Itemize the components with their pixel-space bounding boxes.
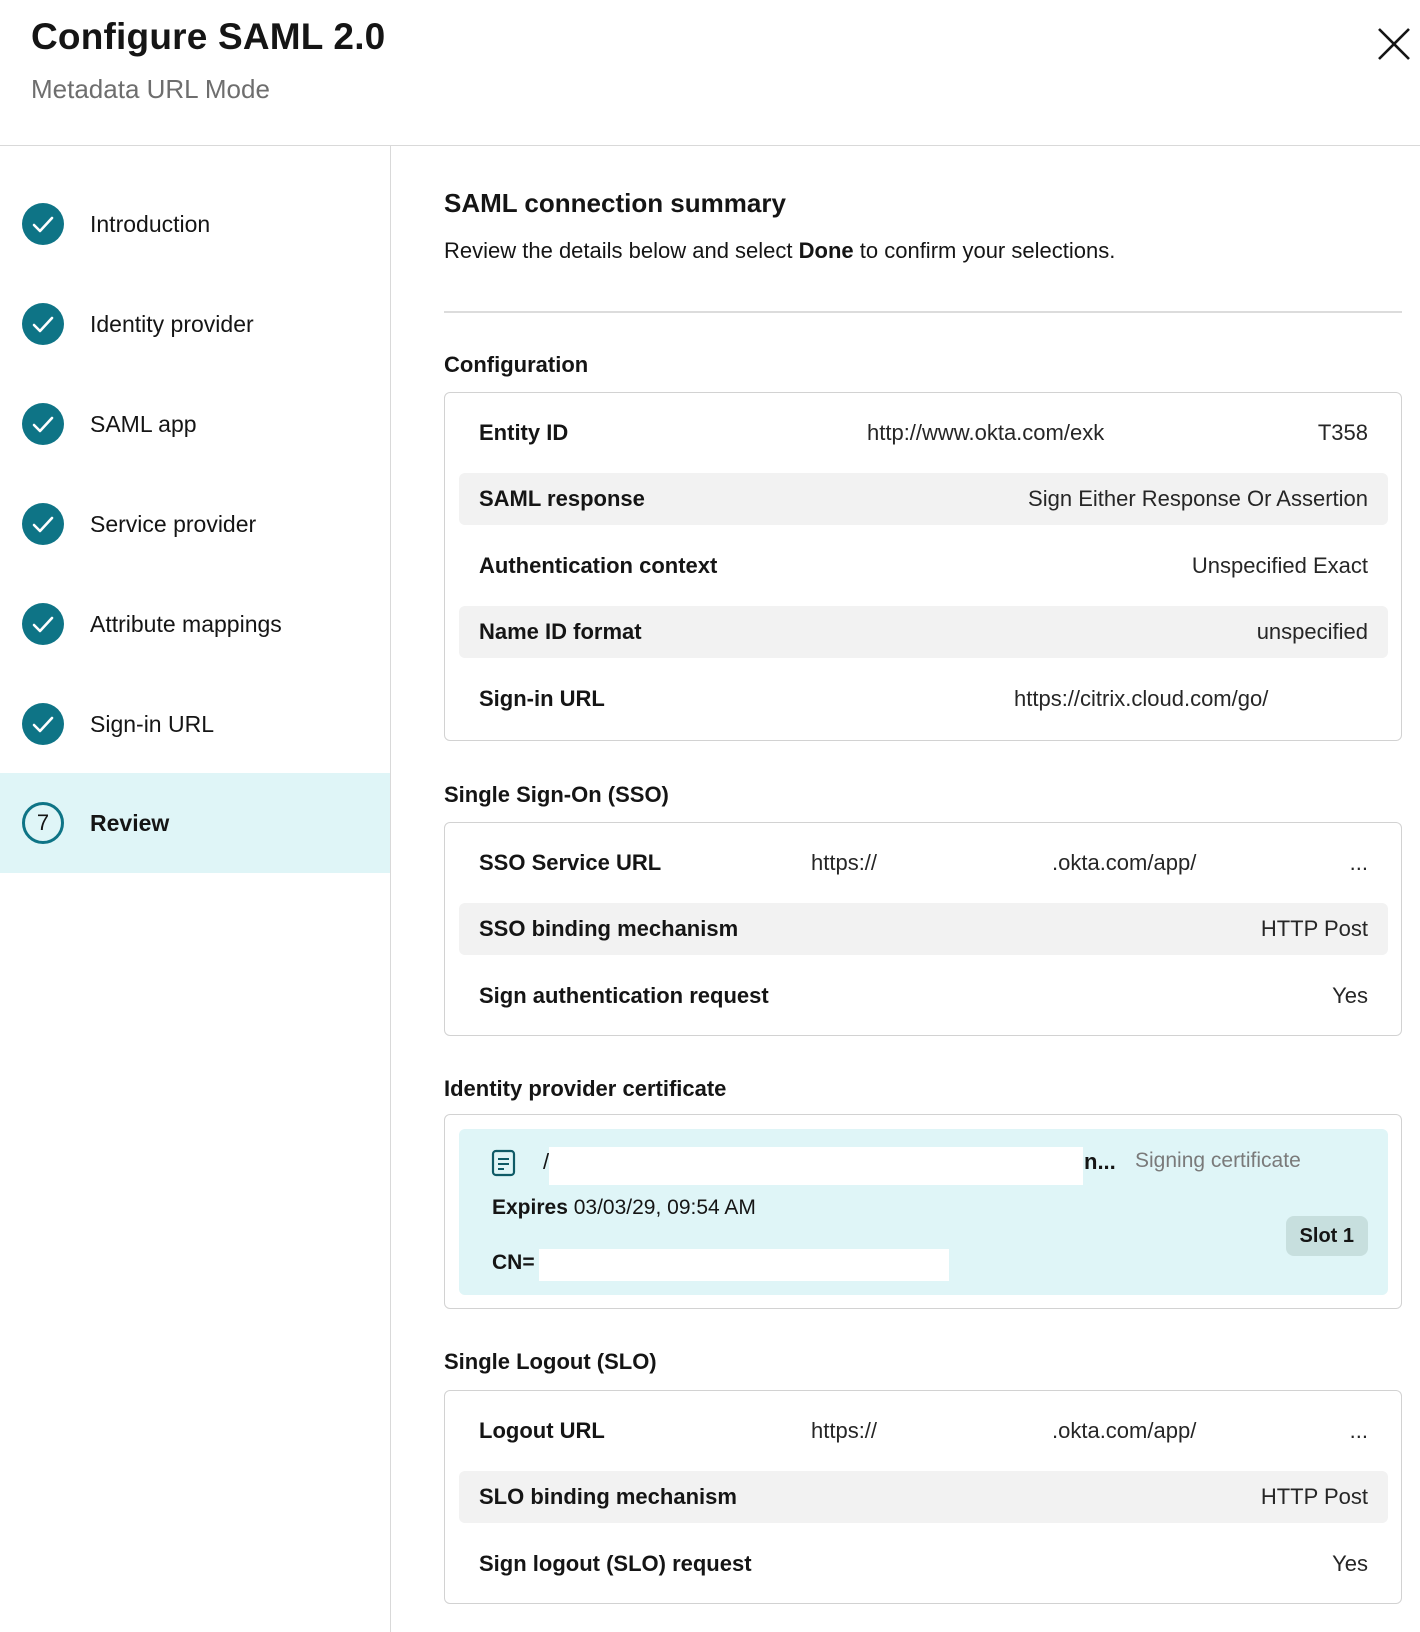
row-value: Yes xyxy=(1332,1551,1368,1576)
slo-row-binding xyxy=(459,1471,1388,1523)
redacted-certificate-name xyxy=(549,1147,1083,1185)
row-key: SSO binding mechanism xyxy=(479,916,739,941)
certificate-expiry xyxy=(492,1196,756,1220)
row-key: Authentication context xyxy=(479,553,718,578)
description-text: Review the details below and select xyxy=(444,238,799,263)
description-text: to confirm your selections. xyxy=(853,238,1116,263)
row-value: https://citrix.cloud.com/go/ xyxy=(1014,686,1269,711)
certificate-cn-label: CN= xyxy=(492,1251,535,1274)
expires-label: Expires xyxy=(492,1196,568,1219)
check-icon xyxy=(22,703,64,745)
step-label: Service provider xyxy=(90,510,257,537)
certificate-type: Signing certificate xyxy=(1135,1149,1301,1172)
check-icon xyxy=(22,403,64,445)
check-icon xyxy=(22,303,64,345)
section-certificate-title: Identity provider certificate xyxy=(444,1076,727,1101)
row-value: Unspecified Exact xyxy=(1191,553,1368,578)
step-label: Attribute mappings xyxy=(90,610,282,637)
sso-row-sign-request xyxy=(459,970,1388,1022)
row-key: Sign logout (SLO) request xyxy=(479,1551,752,1576)
certificate-item[interactable] xyxy=(459,1129,1388,1295)
slo-row-logout-url xyxy=(459,1405,1388,1457)
step-label: Introduction xyxy=(90,210,211,237)
step-identity-provider[interactable] xyxy=(0,274,390,374)
step-label: SAML app xyxy=(90,410,197,437)
configuration-card xyxy=(444,392,1402,741)
document-icon xyxy=(491,1149,517,1177)
config-row-auth-context xyxy=(459,540,1388,592)
row-value: Yes xyxy=(1332,983,1368,1008)
step-introduction[interactable] xyxy=(0,174,390,274)
step-label: Sign-in URL xyxy=(90,710,214,737)
certificate-name: / xyxy=(543,1149,550,1174)
step-service-provider[interactable] xyxy=(0,474,390,574)
config-row-entity-id xyxy=(459,407,1388,459)
row-value: .okta.com/app/ xyxy=(1052,1418,1197,1443)
row-key: SLO binding mechanism xyxy=(479,1484,737,1509)
row-value: https:// xyxy=(811,1418,878,1443)
row-value: http://www.okta.com/exk xyxy=(867,420,1105,445)
step-number-icon: 7 xyxy=(22,802,64,844)
check-icon xyxy=(22,203,64,245)
section-slo-title: Single Logout (SLO) xyxy=(444,1349,657,1374)
summary-title: SAML connection summary xyxy=(444,188,786,218)
sso-row-binding xyxy=(459,903,1388,955)
row-value: T358 xyxy=(1317,420,1368,445)
close-button[interactable] xyxy=(1376,26,1412,62)
config-row-name-id-format xyxy=(459,606,1388,658)
slo-row-sign-request xyxy=(459,1538,1388,1590)
row-key: Sign-in URL xyxy=(479,686,605,711)
certificate-name-tail: n... xyxy=(1084,1149,1116,1174)
sso-card xyxy=(444,822,1402,1036)
dialog-header xyxy=(0,0,1420,146)
close-icon xyxy=(1376,26,1412,62)
sso-row-service-url xyxy=(459,837,1388,889)
description-done-emphasis: Done xyxy=(798,238,854,263)
config-row-sign-in-url xyxy=(459,673,1388,725)
row-value: ... xyxy=(1349,850,1368,875)
page-subtitle: Metadata URL Mode xyxy=(31,74,270,104)
row-key: Sign authentication request xyxy=(479,983,769,1008)
summary-description xyxy=(444,238,1115,264)
check-icon xyxy=(22,503,64,545)
section-sso-title: Single Sign-On (SSO) xyxy=(444,782,669,807)
section-configuration-title: Configuration xyxy=(444,352,589,377)
redacted-certificate-cn xyxy=(539,1249,949,1281)
page-title: Configure SAML 2.0 xyxy=(31,16,386,57)
row-value: Sign Either Response Or Assertion xyxy=(1028,486,1368,511)
row-key: SSO Service URL xyxy=(479,850,662,875)
row-value: HTTP Post xyxy=(1260,1484,1368,1509)
step-saml-app[interactable] xyxy=(0,374,390,474)
expires-value: 03/03/29, 09:54 AM xyxy=(573,1196,756,1219)
step-sign-in-url[interactable] xyxy=(0,674,390,774)
step-label: Review xyxy=(90,809,170,836)
wizard-steps-sidebar xyxy=(0,146,391,1632)
certificate-card xyxy=(444,1114,1402,1309)
row-key: Name ID format xyxy=(479,619,642,644)
slot-badge: Slot 1 xyxy=(1286,1216,1368,1256)
row-key: Logout URL xyxy=(479,1418,605,1443)
row-value: ... xyxy=(1349,1418,1368,1443)
row-key: SAML response xyxy=(479,486,645,511)
row-key: Entity ID xyxy=(479,420,569,445)
row-value: https:// xyxy=(811,850,878,875)
divider xyxy=(444,311,1402,313)
row-value: .okta.com/app/ xyxy=(1052,850,1197,875)
step-review[interactable] xyxy=(0,773,390,873)
slo-card xyxy=(444,1390,1402,1604)
check-icon xyxy=(22,603,64,645)
config-row-saml-response xyxy=(459,473,1388,525)
step-attribute-mappings[interactable] xyxy=(0,574,390,674)
step-label: Identity provider xyxy=(90,310,254,337)
row-value: HTTP Post xyxy=(1260,916,1368,941)
row-value: unspecified xyxy=(1256,619,1368,644)
